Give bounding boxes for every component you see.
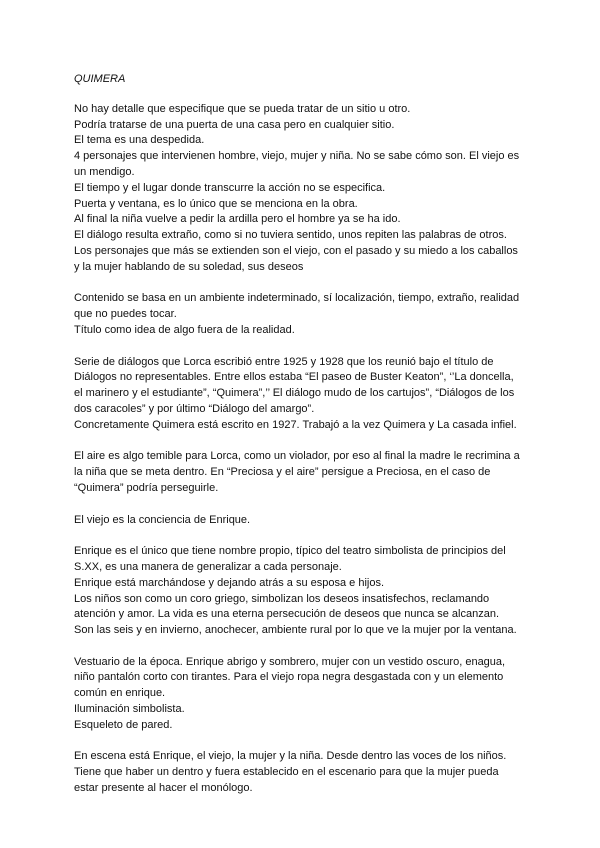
text-line: y la mujer hablando de su soledad, sus deseos — [74, 260, 304, 273]
text-line: Podría tratarse de una puerta de una casa pero en cualquier sitio. — [74, 118, 395, 131]
text-line: un mendigo. — [74, 165, 135, 178]
text-line: “Quimera” podría perseguirle. — [74, 481, 219, 494]
text-line: la niña que se meta dentro. En “Preciosa y el aire” persigue a Preciosa, en el caso de — [74, 466, 491, 479]
text-line: El aire es algo temible para Lorca, como un violador, por eso al final la madre le recrimina a — [74, 450, 520, 463]
text-line: 4 personajes que intervienen hombre, viejo, mujer y niña. No se sabe cómo son. El viejo es — [74, 150, 520, 163]
paragraph — [74, 749, 554, 796]
text-line: común en enrique. — [74, 687, 166, 700]
text-line: No hay detalle que especifique que se pueda tratar de un sitio u otro. — [74, 102, 411, 115]
text-line: S.XX, es una manera de generalizar a cada personaje. — [74, 560, 342, 573]
document-page — [74, 72, 554, 813]
text-line: Puerta y ventana, es lo único que se menciona en la obra. — [74, 197, 358, 210]
text-line: el marinero y el estudiante”, “Quimera”,’’ El diálogo mudo de los cartujos”, “Diálogos de los — [74, 387, 515, 400]
text-line: Serie de diálogos que Lorca escribió entre 1925 y 1928 que los reunió bajo el título de — [74, 355, 494, 368]
text-line: En escena está Enrique, el viejo, la mujer y la niña. Desde dentro las voces de los niños. — [74, 750, 507, 763]
text-line: Enrique está marchándose y dejando atrás a su esposa e hijos. — [74, 576, 385, 589]
text-line: Los personajes que más se extienden son el viejo, con el pasado y su miedo a los caballos — [74, 244, 518, 257]
text-line: estar presente al hacer el monólogo. — [74, 782, 253, 795]
document-body — [74, 102, 554, 797]
text-line: El tiempo y el lugar donde transcurre la acción no se especifica. — [74, 181, 386, 194]
text-line: Los niños son como un coro griego, simbolizan los deseos insatisfechos, reclamando — [74, 592, 490, 605]
document-title: QUIMERA — [74, 73, 126, 85]
paragraph — [74, 513, 554, 529]
text-line: Al final la niña vuelve a pedir la ardilla pero el hombre ya se ha ido. — [74, 213, 401, 226]
text-line: Diálogos no representables. Entre ellos estaba “El paseo de Buster Keaton”, ‘’La doncella, — [74, 371, 514, 384]
paragraph — [74, 355, 554, 434]
text-line: Esqueleto de pared. — [74, 718, 173, 731]
text-line: Contenido se basa en un ambiente indeterminado, sí localización, tiempo, extraño, realidad — [74, 292, 520, 305]
paragraph — [74, 291, 554, 338]
paragraph — [74, 449, 554, 496]
text-line: Tiene que haber un dentro y fuera establecido en el escenario para que la mujer pueda — [74, 766, 499, 779]
text-line: que no puedes tocar. — [74, 308, 177, 321]
text-line: El viejo es la conciencia de Enrique. — [74, 513, 251, 526]
text-line: Concretamente Quimera está escrito en 1927. Trabajó a la vez Quimera y La casada infiel. — [74, 418, 517, 431]
text-line: Iluminación simbolista. — [74, 703, 185, 716]
text-line: dos caracoles” y por último “Diálogo del amargo”. — [74, 402, 315, 415]
paragraph — [74, 102, 554, 276]
text-line: atención y amor. La vida es una eterna persecución de deseos que nunca se alcanzan. — [74, 608, 500, 621]
text-line: El diálogo resulta extraño, como si no tuviera sentido, unos repiten las palabras de otros. — [74, 229, 507, 242]
text-line: Vestuario de la época. Enrique abrigo y sombrero, mujer con un vestido oscuro, enagua, — [74, 655, 506, 668]
text-line: niño pantalón corto con tirantes. Para el viejo ropa negra desgastada con y un elemento — [74, 671, 504, 684]
text-line: Son las seis y en invierno, anochecer, ambiente rural por lo que ve la mujer por la ventana. — [74, 624, 517, 637]
text-line: Título como idea de algo fuera de la realidad. — [74, 323, 295, 336]
text-line: Enrique es el único que tiene nombre propio, típico del teatro simbolista de principios del — [74, 545, 506, 558]
text-line: El tema es una despedida. — [74, 134, 205, 147]
paragraph — [74, 655, 554, 734]
paragraph — [74, 544, 554, 639]
